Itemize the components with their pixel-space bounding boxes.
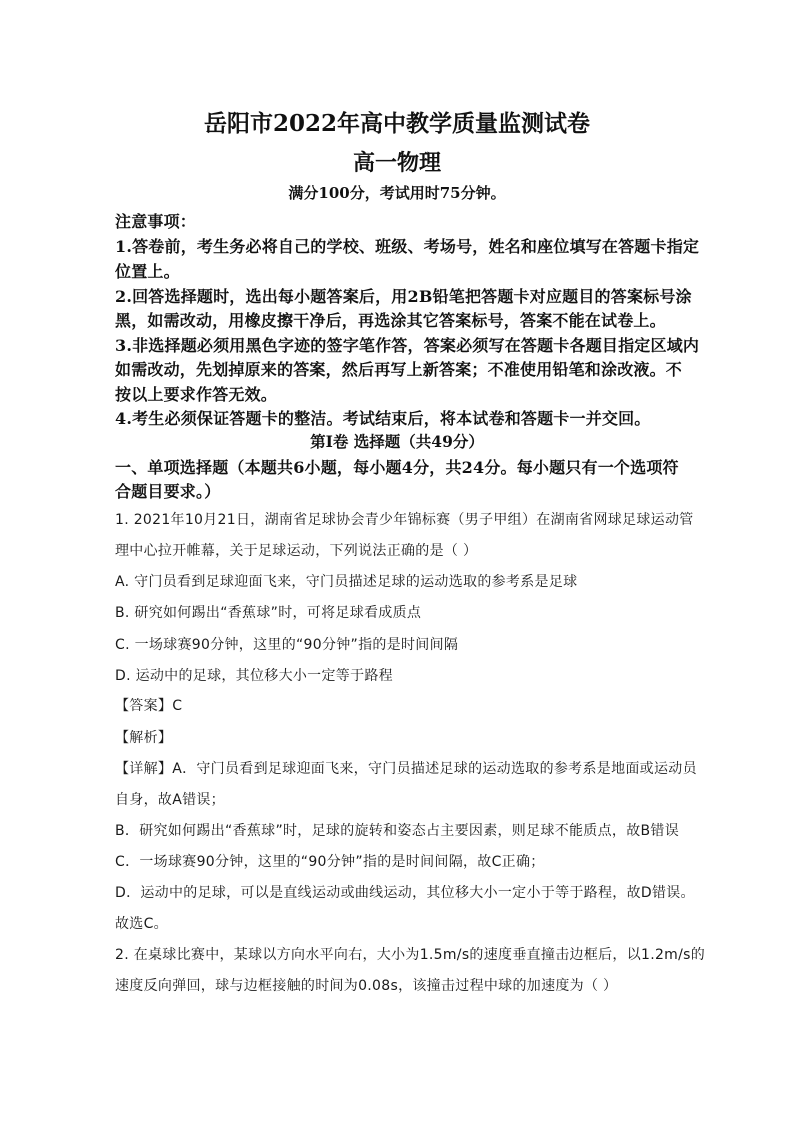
question1-option-d: D. 运动中的足球，其位移大小一定等于路程: [115, 668, 393, 684]
question1-detail: 【详解】A．守门员看到足球迎面飞来，守门员描述足球的运动选取的参考系是地面或运动员: [115, 761, 697, 777]
notice-line: 1.答卷前，考生务必将自己的学校、班级、考场号，姓名和座位填写在答题卡指定: [115, 237, 700, 256]
exam-subject: 高一物理: [352, 150, 441, 176]
notice-line: 如需改动，先划掉原来的答案，然后再写上新答案；不准使用铅笔和涂改液。不: [115, 360, 683, 379]
notice-line: 位置上。: [115, 262, 180, 281]
notice-line: 3.非选择题必须用黑色字迹的签字笔作答，答案必须写在答题卡各题目指定区域内: [115, 336, 700, 355]
notice-line: 2.回答选择题时，选出每小题答案后，用2B铅笔把答题卡对应题目的答案标号涂: [115, 287, 692, 306]
question1-detail: D．运动中的足球，可以是直线运动或曲线运动，其位移大小一定小于等于路程，故D错误。: [115, 885, 695, 901]
question1-detail: C．一场球赛90分钟，这里的“90分钟”指的是时间间隔，故C正确；: [115, 854, 545, 870]
section-instruction: 一、单项选择题（本题共6小题，每小题4分，共24分。每小题只有一个选项符: [115, 458, 679, 477]
part1-heading: 第Ⅰ卷 选择题（共49分）: [310, 432, 484, 451]
notice-line: 按以上要求作答无效。: [115, 385, 278, 404]
exam-title: 岳阳市2022年高中教学质量监测试卷: [203, 110, 590, 137]
question1-option-b: B. 研究如何踢出“香蕉球”时，可将足球看成质点: [115, 605, 422, 621]
notice-heading: 注意事项：: [115, 212, 197, 231]
question1-option-a: A. 守门员看到足球迎面飞来，守门员描述足球的运动选取的参考系是足球: [115, 574, 578, 590]
question2-stem: 速度反向弹回，球与边框接触的时间为0.08s，该撞击过程中球的加速度为（ ）: [115, 978, 618, 994]
exam-score-time: 满分100分，考试用时75分钟。: [288, 184, 506, 202]
notice-line: 4.考生必须保证答题卡的整洁。考试结束后，将本试卷和答题卡一并交回。: [115, 409, 651, 428]
question1-stem: 理中心拉开帷幕，关于足球运动，下列说法正确的是（ ）: [115, 543, 478, 559]
question1-analysis-label: 【解析】: [115, 730, 173, 746]
notice-line: 黑，如需改动，用橡皮擦干净后，再选涂其它答案标号，答案不能在试卷上。: [115, 311, 666, 330]
question1-detail: 自身，故A错误；: [115, 792, 225, 808]
question1-detail: B．研究如何踢出“香蕉球”时，足球的旋转和姿态占主要因素，则足球不能质点，故B错误: [115, 823, 680, 839]
question1-stem: 1. 2021年10月21日，湖南省足球协会青少年锦标赛（男子甲组）在湖南省网球足球运动管: [115, 512, 694, 528]
section-instruction: 合题目要求。）: [115, 482, 221, 501]
question1-detail: 故选C。: [115, 916, 168, 932]
question1-option-c: C. 一场球赛90分钟，这里的“90分钟”指的是时间间隔: [115, 637, 459, 653]
question1-answer: 【答案】C: [115, 698, 183, 714]
question2-stem: 2. 在桌球比赛中，某球以方向水平向右，大小为1.5m/s的速度垂直撞击边框后，以1.2m/s的: [115, 947, 706, 963]
